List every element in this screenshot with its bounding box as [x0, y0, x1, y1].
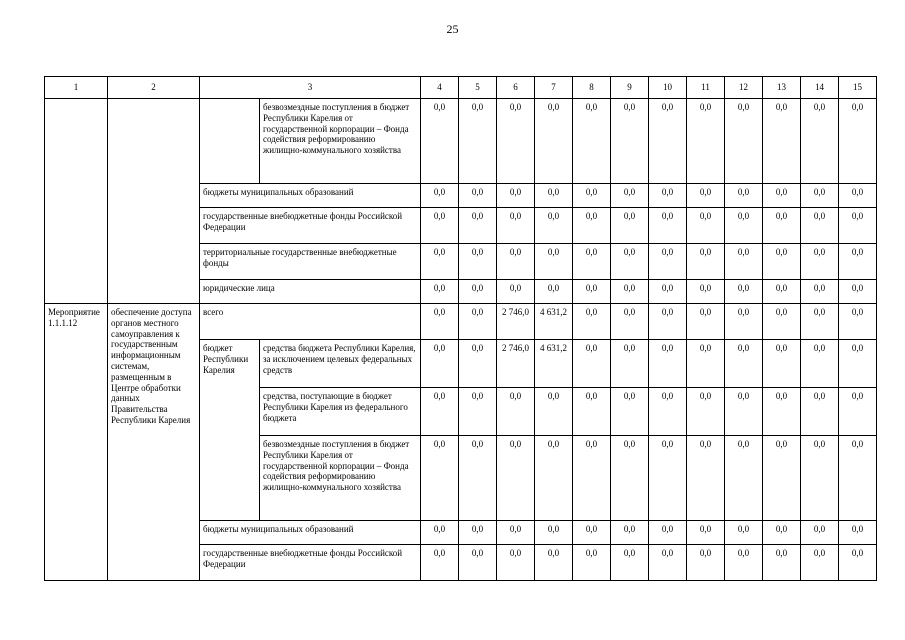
event-id: Мероприятие 1.1.1.12 — [45, 304, 108, 581]
value-cell: 0,0 — [649, 208, 687, 244]
value-cell: 0,0 — [573, 184, 611, 208]
funding-source-label: безвозмездные поступления в бюджет Республики Карелия от государственной корпорации – Фонда содействия реформированию жилищно-коммунального хозяйства — [260, 436, 421, 521]
value-cell: 0,0 — [763, 280, 801, 304]
value-cell: 0,0 — [649, 545, 687, 581]
value-cell: 0,0 — [497, 545, 535, 581]
column-header: 8 — [573, 77, 611, 99]
column-header: 6 — [497, 77, 535, 99]
value-cell: 0,0 — [725, 280, 763, 304]
funding-source-label: бюджеты муниципальных образований — [200, 521, 421, 545]
value-cell: 0,0 — [459, 304, 497, 340]
value-cell: 0,0 — [611, 244, 649, 280]
value-cell: 0,0 — [649, 388, 687, 436]
value-cell: 0,0 — [421, 244, 459, 280]
value-cell: 0,0 — [535, 521, 573, 545]
value-cell: 0,0 — [801, 340, 839, 388]
value-cell: 0,0 — [421, 340, 459, 388]
value-cell: 0,0 — [687, 244, 725, 280]
value-cell: 0,0 — [839, 521, 877, 545]
funding-source-label: средства, поступающие в бюджет Республики Карелия из федерального бюджета — [260, 388, 421, 436]
value-cell: 0,0 — [763, 244, 801, 280]
value-cell: 0,0 — [535, 436, 573, 521]
value-cell: 0,0 — [649, 99, 687, 184]
value-cell: 0,0 — [573, 304, 611, 340]
value-cell: 0,0 — [839, 184, 877, 208]
value-cell: 0,0 — [421, 436, 459, 521]
value-cell: 0,0 — [421, 388, 459, 436]
funding-source-label: государственные внебюджетные фонды Российской Федерации — [200, 208, 421, 244]
value-cell: 0,0 — [611, 436, 649, 521]
value-cell: 0,0 — [801, 184, 839, 208]
value-cell: 0,0 — [573, 340, 611, 388]
column-header: 11 — [687, 77, 725, 99]
column-header: 4 — [421, 77, 459, 99]
value-cell: 0,0 — [573, 521, 611, 545]
value-cell: 0,0 — [497, 280, 535, 304]
value-cell: 0,0 — [687, 436, 725, 521]
value-cell: 0,0 — [535, 244, 573, 280]
blank-cell — [45, 99, 108, 304]
table-row — [45, 99, 877, 184]
value-cell: 0,0 — [611, 184, 649, 208]
value-cell: 0,0 — [459, 436, 497, 521]
value-cell: 0,0 — [535, 184, 573, 208]
column-header: 5 — [459, 77, 497, 99]
value-cell: 0,0 — [459, 521, 497, 545]
value-cell: 0,0 — [421, 521, 459, 545]
value-cell: 0,0 — [687, 521, 725, 545]
value-cell: 0,0 — [649, 184, 687, 208]
funding-source-label: безвозмездные поступления в бюджет Республики Карелия от государственной корпорации – Фонда содействия реформированию жилищно-коммунального хозяйства — [260, 99, 421, 184]
value-cell: 0,0 — [839, 244, 877, 280]
funding-source-label: территориальные государственные внебюджетные фонды — [200, 244, 421, 280]
value-cell: 2 746,0 — [497, 304, 535, 340]
value-cell: 0,0 — [611, 521, 649, 545]
blank-cell — [200, 99, 260, 184]
value-cell: 0,0 — [459, 340, 497, 388]
value-cell: 0,0 — [801, 545, 839, 581]
value-cell: 0,0 — [801, 521, 839, 545]
value-cell: 0,0 — [421, 545, 459, 581]
value-cell: 0,0 — [649, 521, 687, 545]
value-cell: 0,0 — [725, 208, 763, 244]
column-header: 15 — [839, 77, 877, 99]
value-cell: 0,0 — [763, 521, 801, 545]
funding-source-label: юридические лица — [200, 280, 421, 304]
value-cell: 0,0 — [763, 545, 801, 581]
value-cell: 0,0 — [687, 280, 725, 304]
funding-source-label: бюджеты муниципальных образований — [200, 184, 421, 208]
value-cell: 0,0 — [687, 340, 725, 388]
value-cell: 0,0 — [725, 99, 763, 184]
value-cell: 0,0 — [687, 388, 725, 436]
value-cell: 0,0 — [801, 99, 839, 184]
value-cell: 0,0 — [801, 388, 839, 436]
header-row — [45, 77, 877, 99]
funding-source-label: средства бюджета Республики Карелия, за исключением целевых федеральных средств — [260, 340, 421, 388]
value-cell: 0,0 — [421, 184, 459, 208]
value-cell: 0,0 — [649, 244, 687, 280]
value-cell: 0,0 — [611, 208, 649, 244]
value-cell: 0,0 — [535, 280, 573, 304]
value-cell: 0,0 — [459, 208, 497, 244]
value-cell: 0,0 — [649, 436, 687, 521]
event-description: обеспечение доступа органов местного самоуправления к государственным информационным системам, размещенным в Центре обработки данных Правительства Республики Карелия — [108, 304, 200, 581]
value-cell: 0,0 — [839, 340, 877, 388]
column-header: 9 — [611, 77, 649, 99]
value-cell: 0,0 — [421, 304, 459, 340]
value-cell: 0,0 — [421, 280, 459, 304]
value-cell: 0,0 — [535, 208, 573, 244]
value-cell: 0,0 — [497, 436, 535, 521]
value-cell: 0,0 — [459, 280, 497, 304]
value-cell: 0,0 — [459, 99, 497, 184]
value-cell: 0,0 — [763, 208, 801, 244]
value-cell: 0,0 — [687, 304, 725, 340]
value-cell: 0,0 — [497, 99, 535, 184]
value-cell: 0,0 — [649, 304, 687, 340]
column-header: 7 — [535, 77, 573, 99]
value-cell: 0,0 — [725, 545, 763, 581]
blank-cell — [108, 99, 200, 304]
value-cell: 0,0 — [535, 388, 573, 436]
value-cell: 0,0 — [839, 545, 877, 581]
value-cell: 0,0 — [725, 244, 763, 280]
value-cell: 0,0 — [763, 184, 801, 208]
value-cell: 0,0 — [763, 99, 801, 184]
value-cell: 0,0 — [725, 304, 763, 340]
column-header: 1 — [45, 77, 108, 99]
budget-table — [44, 76, 877, 581]
value-cell: 0,0 — [497, 208, 535, 244]
column-header: 2 — [108, 77, 200, 99]
value-cell: 0,0 — [611, 99, 649, 184]
value-cell: 0,0 — [573, 280, 611, 304]
column-header: 10 — [649, 77, 687, 99]
value-cell: 2 746,0 — [497, 340, 535, 388]
value-cell: 0,0 — [535, 545, 573, 581]
value-cell: 0,0 — [611, 304, 649, 340]
value-cell: 0,0 — [839, 99, 877, 184]
funding-source-label: всего — [200, 304, 421, 340]
value-cell: 0,0 — [839, 436, 877, 521]
value-cell: 0,0 — [573, 244, 611, 280]
value-cell: 0,0 — [801, 244, 839, 280]
value-cell: 0,0 — [801, 208, 839, 244]
value-cell: 0,0 — [535, 99, 573, 184]
value-cell: 0,0 — [459, 244, 497, 280]
value-cell: 0,0 — [421, 208, 459, 244]
value-cell: 0,0 — [687, 545, 725, 581]
value-cell: 0,0 — [649, 340, 687, 388]
value-cell: 0,0 — [497, 184, 535, 208]
funding-source-label: государственные внебюджетные фонды Российской Федерации — [200, 545, 421, 581]
value-cell: 0,0 — [801, 280, 839, 304]
value-cell: 0,0 — [687, 208, 725, 244]
value-cell: 0,0 — [573, 436, 611, 521]
table-row — [45, 304, 877, 340]
budget-label: бюджет Республики Карелия — [200, 340, 260, 521]
value-cell: 0,0 — [573, 208, 611, 244]
value-cell: 4 631,2 — [535, 340, 573, 388]
value-cell: 0,0 — [763, 340, 801, 388]
value-cell: 0,0 — [763, 436, 801, 521]
value-cell: 0,0 — [573, 99, 611, 184]
value-cell: 4 631,2 — [535, 304, 573, 340]
value-cell: 0,0 — [839, 208, 877, 244]
value-cell: 0,0 — [763, 304, 801, 340]
column-header: 12 — [725, 77, 763, 99]
column-header: 13 — [763, 77, 801, 99]
value-cell: 0,0 — [611, 340, 649, 388]
column-header: 3 — [200, 77, 421, 99]
value-cell: 0,0 — [839, 304, 877, 340]
value-cell: 0,0 — [687, 99, 725, 184]
value-cell: 0,0 — [459, 184, 497, 208]
value-cell: 0,0 — [725, 388, 763, 436]
value-cell: 0,0 — [839, 280, 877, 304]
value-cell: 0,0 — [801, 436, 839, 521]
value-cell: 0,0 — [725, 436, 763, 521]
value-cell: 0,0 — [763, 388, 801, 436]
value-cell: 0,0 — [459, 545, 497, 581]
value-cell: 0,0 — [459, 388, 497, 436]
value-cell: 0,0 — [725, 184, 763, 208]
value-cell: 0,0 — [611, 280, 649, 304]
value-cell: 0,0 — [497, 388, 535, 436]
value-cell: 0,0 — [573, 388, 611, 436]
value-cell: 0,0 — [649, 280, 687, 304]
column-header: 14 — [801, 77, 839, 99]
value-cell: 0,0 — [497, 244, 535, 280]
value-cell: 0,0 — [611, 545, 649, 581]
value-cell: 0,0 — [573, 545, 611, 581]
value-cell: 0,0 — [687, 184, 725, 208]
value-cell: 0,0 — [497, 521, 535, 545]
value-cell: 0,0 — [725, 340, 763, 388]
value-cell: 0,0 — [801, 304, 839, 340]
value-cell: 0,0 — [725, 521, 763, 545]
value-cell: 0,0 — [839, 388, 877, 436]
value-cell: 0,0 — [421, 99, 459, 184]
page-number: 25 — [446, 22, 459, 36]
table-body — [45, 77, 877, 581]
value-cell: 0,0 — [611, 388, 649, 436]
